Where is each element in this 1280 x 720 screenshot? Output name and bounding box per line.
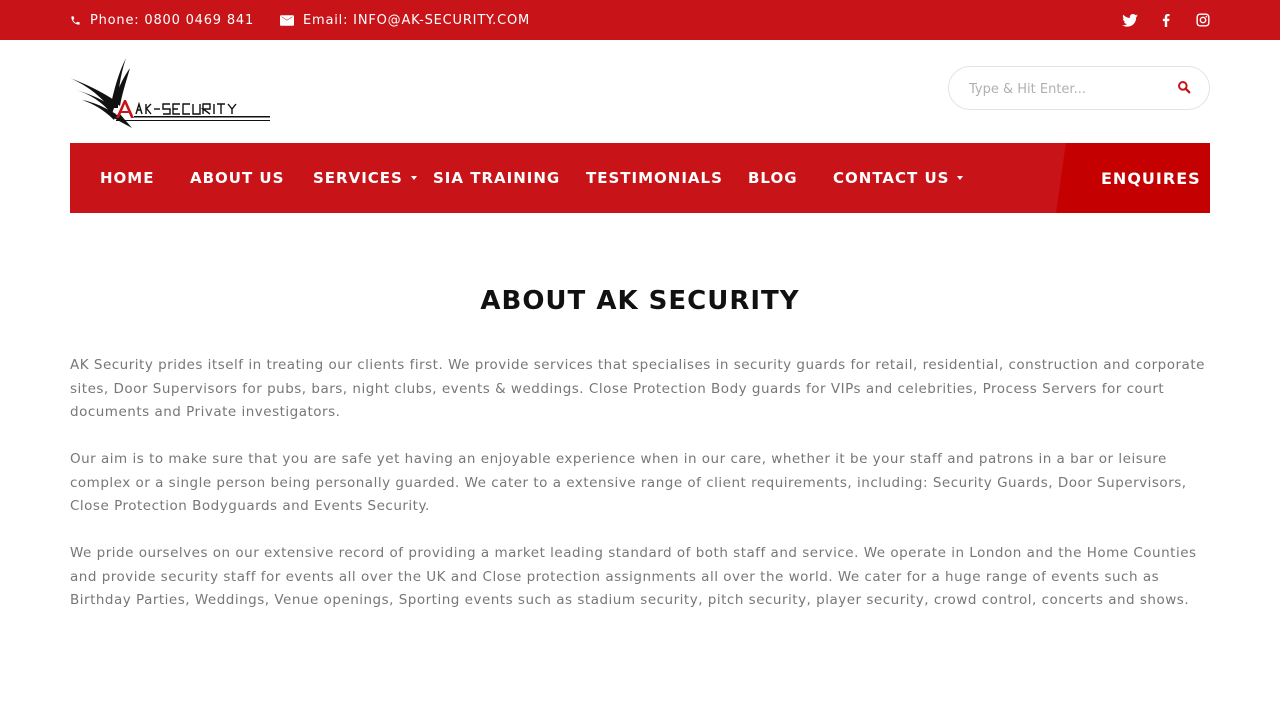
nav-contact-us-label: CONTACT US <box>833 169 950 187</box>
nav-blog[interactable] <box>748 143 798 213</box>
facebook-icon[interactable] <box>1162 0 1170 40</box>
nav-services-label: SERVICES <box>313 169 403 187</box>
nav-services[interactable] <box>313 143 417 213</box>
nav-about-us-label: ABOUT US <box>190 169 285 187</box>
chevron-down-icon <box>411 176 417 180</box>
enquires-label: ENQUIRES <box>1101 168 1201 188</box>
search-input[interactable] <box>969 77 1169 101</box>
email-icon <box>280 15 294 26</box>
nav-contact-us[interactable] <box>833 143 963 213</box>
email-text: Email: INFO@AK-SECURITY.COM <box>303 12 531 28</box>
about-paragraph-3: We pride ourselves on our extensive record of providing a market leading standard of both staff and service. We operate in London and the Home Counties and provide security staff for events all over the UK and Close protection assignments all over the world. We cater for a huge range of events such as Birthday Parties, Weddings, Venue openings, Sporting events such as stadium security, pitch security, player security, crowd control, concerts and shows. <box>70 545 1197 609</box>
nav-home[interactable] <box>100 143 154 213</box>
main-nav <box>70 143 1210 213</box>
phone-icon <box>70 15 81 26</box>
nav-testimonials[interactable] <box>586 143 723 213</box>
about-paragraph-2: Our aim is to make sure that you are safe yet having an enjoyable experience when in our care, whether it be your staff and patrons in a bar or leisure complex or a single person being personally guarded. We cater to a extensive range of client requirements, including: Security Guards, Door Supervisors, Close Protection Bodyguards and Events Security. <box>70 451 1187 515</box>
twitter-icon[interactable] <box>1122 0 1138 40</box>
nav-home-label: HOME <box>100 169 155 187</box>
chevron-down-icon <box>957 176 963 180</box>
nav-sia-training-label: SIA TRAINING <box>433 169 561 187</box>
email-contact[interactable] <box>280 0 530 40</box>
instagram-icon[interactable] <box>1196 0 1210 40</box>
nav-about-us[interactable] <box>190 143 284 213</box>
top-bar <box>0 0 1280 40</box>
about-paragraph-1: AK Security prides itself in treating our clients first. We provide services that specialises in security guards for retail, residential, construction and corporate sites, Door Supervisors for pubs, bars, night clubs, events & weddings. Close Protection Body guards for VIPs and celebrities, Process Servers for court documents and Private investigators. <box>70 357 1205 421</box>
enquires-button[interactable] <box>1101 143 1201 213</box>
search-box <box>948 66 1210 110</box>
phone-text: Phone: 0800 0469 841 <box>90 12 255 28</box>
phone-contact[interactable] <box>70 0 254 40</box>
nav-sia-training[interactable] <box>433 143 560 213</box>
ak-security-logo[interactable] <box>70 56 270 128</box>
search-icon[interactable] <box>1177 79 1195 97</box>
nav-blog-label: BLOG <box>748 169 798 187</box>
page-title: ABOUT AK SECURITY <box>480 286 800 316</box>
nav-testimonials-label: TESTIMONIALS <box>586 169 723 187</box>
